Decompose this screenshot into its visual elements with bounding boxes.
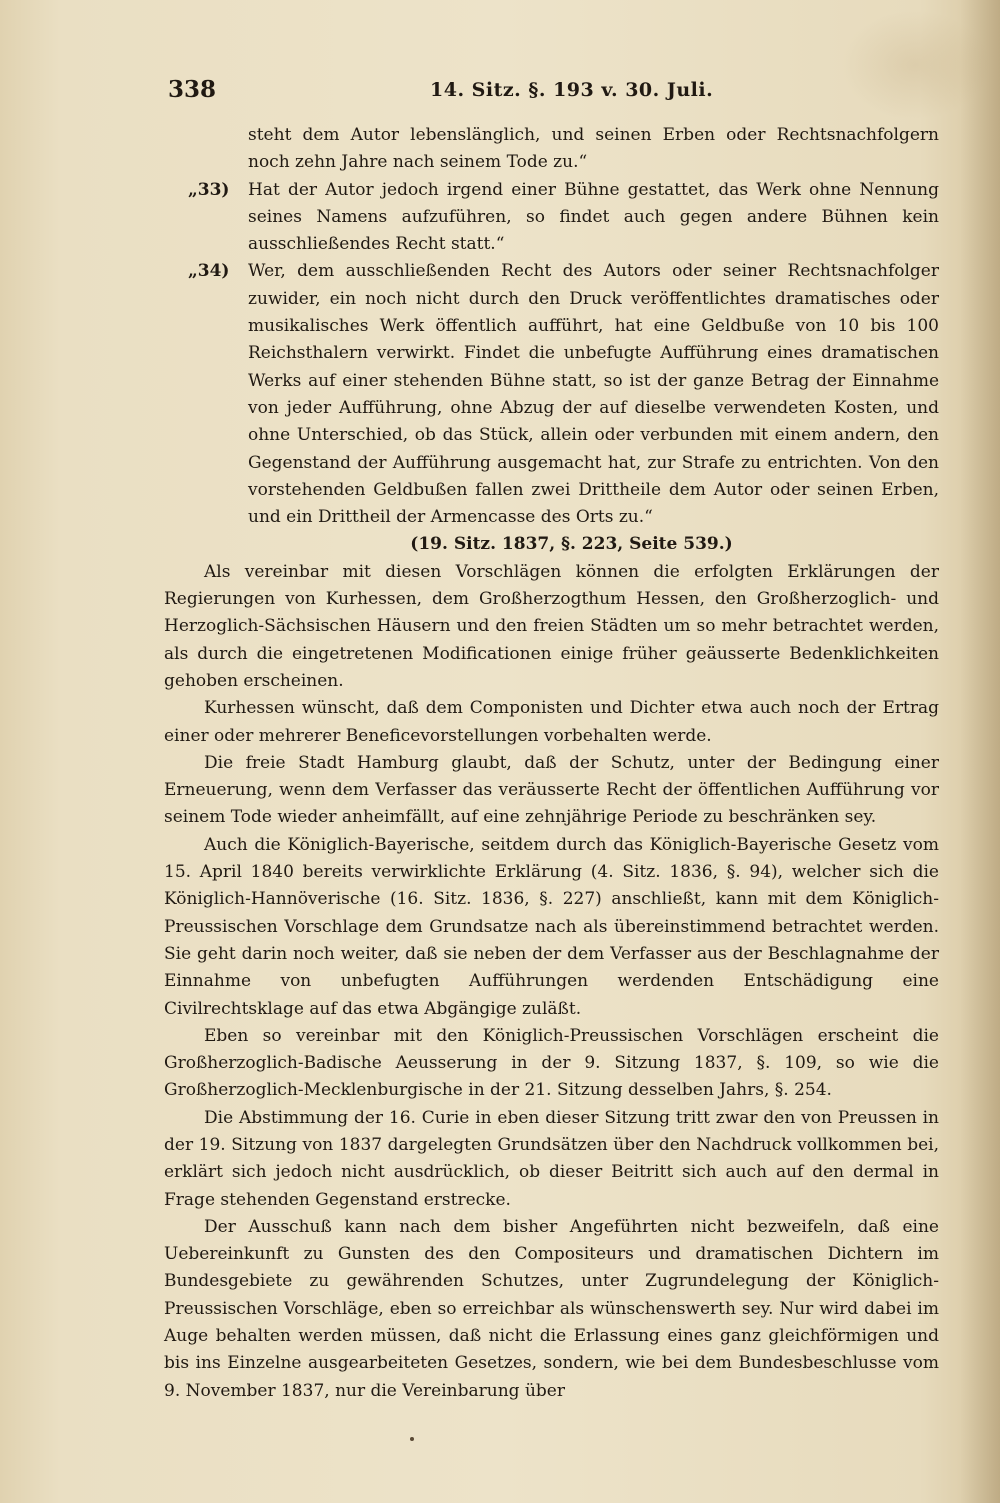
citation: (19. Sitz. 1837, §. 223, Seite 539.) [410,534,733,555]
article-34-text: Wer, dem ausschließenden Recht des Autors oder seiner Rechtsnachfolger zuwider, ein noch nicht durch den Druck veröffentlichtes dramatisches oder musikalisches Werk öffentlich aufführt, hat eine Geldbuße von 10 bis 100 Reichsthalern verwirkt. Findet die unbefugte Aufführung eines dramatischen Werks auf einer stehenden Bühne statt, so ist der ganze Betrag der Einnahme von jeder Aufführung, ohne Abzug der auf dieselbe verwendeten Kosten, und ohne Unterschied, ob das Stück, allein oder verbunden mit einem andern, den Gegenstand der Aufführung ausgemacht hat, zur Strafe zu entrichten. Von den vorstehenden Geldbußen fallen zwei Drittheile dem Autor oder seinen Erben, und ein Drittheil der Armencasse des Orts zu.“ [248,261,939,528]
paragraph: Die Abstimmung der 16. Curie in eben dieser Sitzung tritt zwar den von Preussen in der 19. Sitzung von 1837 dargelegten Grundsätzen über den Nachdruck vollkommen bei, erklärt sich jedoch nicht ausdrücklich, ob dieser Beitritt sich auch auf den dermal in Frage stehenden Gegenstand erstrecke. [164,1107,939,1210]
paragraph: Kurhessen wünscht, daß dem Componisten und Dichter etwa auch noch der Ertrag einer oder mehrerer Beneficevorstellungen vorbehalten werde. [164,698,939,746]
paragraph: Die freie Stadt Hamburg glaubt, daß der Schutz, unter der Bedingung einer Erneuerung, wenn dem Verfasser das veräusserte Recht der öffentlichen Aufführung vor seinem Tode wieder anheimfällt, auf eine zehnjährige Periode zu beschränken sey. [164,752,939,828]
page-header [168,76,716,110]
article-34-number: „34) [188,261,230,282]
article-33-text: Hat der Autor jedoch irgend einer Bühne gestattet, das Werk ohne Nennung seines Namens aufzuführen, so findet auch gegen andere Bühnen kein ausschließendes Recht statt.“ [248,179,939,255]
running-head: 14. Sitz. §. 193 v. 30. Juli. [430,79,714,101]
ink-speck [410,1437,414,1441]
article-33-number: „33) [188,179,230,200]
page-number: 338 [168,76,217,103]
paragraph: Auch die Königlich-Bayerische, seitdem durch das Königlich-Bayerische Gesetz vom 15. April 1840 bereits verwirklichte Erklärung (4. Sitz. 1836, §. 94), welcher sich die Königlich-Hannöverische (16. Sitz. 1836, §. 227) anschließt, kann mit dem Königlich-Preussischen Vorschlage dem Grundsatze nach als übereinstimmend betrachtet werden. Sie geht darin noch weiter, daß sie neben der dem Verfasser aus der Beschlagnahme der Einnahme von unbefugten Aufführungen werdenden Entschädigung eine Civilrechtsklage auf das etwa Abgängige zuläßt. [164,834,939,1019]
page-edge-shadow [960,0,1000,1503]
paragraph: Eben so vereinbar mit den Königlich-Preussischen Vorschlägen erscheint die Großherzoglich-Badische Aeusserung in der 9. Sitzung 1837, §. 109, so wie die Großherzoglich-Mecklenburgische in der 21. Sitzung desselben Jahrs, §. 254. [164,1025,939,1101]
body-text [164,122,939,1405]
paragraph: Der Ausschuß kann nach dem bisher Angeführten nicht bezweifeln, daß eine Uebereinkunft zu Gunsten des den Compositeurs und dramatischen Dichtern im Bundesgebiete zu gewährenden Schutzes, unter Zugrundelegung der Königlich-Preussischen Vorschläge, eben so erreichbar als wünschenswerth sey. Nur wird dabei im Auge behalten werden müssen, daß nicht die Erlassung eines ganz gleichförmigen und bis ins Einzelne ausgearbeiteten Gesetzes, sondern, wie bei dem Bundesbeschlusse vom 9. November 1837, nur die Vereinbarung über [164,1216,939,1401]
continuation-paragraph: steht dem Autor lebenslänglich, und seinen Erben oder Rechtsnachfolgern noch zehn Jahre nach seinem Tode zu.“ [248,125,939,173]
article-34 [164,258,939,531]
paragraph: Als vereinbar mit diesen Vorschlägen können die erfolgten Erklärungen der Regierungen von Kurhessen, dem Großherzogthum Hessen, den Großherzoglich- und Herzoglich-Sächsischen Häusern und den freien Städten um so mehr betrachtet werden, als durch die eingetretenen Modificationen einige früher geäusserte Bedenklichkeiten gehoben erscheinen. [164,561,939,691]
article-33 [164,177,939,259]
